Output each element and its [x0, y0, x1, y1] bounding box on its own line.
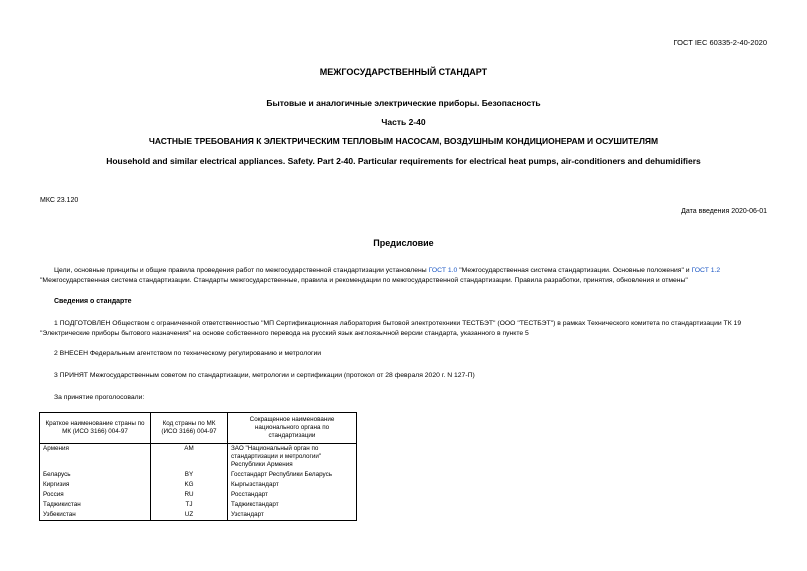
body-cell: Кыргызстандарт: [228, 480, 357, 490]
info-item-3: 3 ПРИНЯТ Межгосударственным советом по стандартизации, метрологии и сертификации (протокол от 28 февраля 2020 г. N 127-П): [54, 372, 475, 379]
country-cell: Узбекистан: [40, 510, 151, 521]
gost-1-0-link[interactable]: ГОСТ 1.0: [428, 267, 458, 274]
column-header-country: Краткое наименование страны по МК (ИСО 3166) 004-97: [40, 413, 151, 444]
body-cell: Росстандарт: [228, 490, 357, 500]
body-cell: Госстандарт Республики Беларусь: [228, 470, 357, 480]
country-cell: Беларусь: [40, 470, 151, 480]
info-item-1: 1 ПОДГОТОВЛЕН Обществом с ограниченной ответственностью "МП Сертификационная лаборатория бытовой электротехники ТЕСТБЭТ" (ООО "ТЕСТБЭТ") в рамках Технического комитета по стандартизации ТК 19 "Электрические приборы бытового назначения" на основе собственного перевода на русский язык англоязычной версии стандарта, указанного в пункте 5: [40, 320, 742, 337]
russian-subtitle: ЧАСТНЫЕ ТРЕБОВАНИЯ К ЭЛЕКТРИЧЕСКИМ ТЕПЛОВЫМ НАСОСАМ, ВОЗДУШНЫМ КОНДИЦИОНЕРАМ И ОСУШИТЕЛЯМ: [148, 136, 659, 146]
standard-info-heading: Сведения о стандарте: [54, 298, 132, 305]
code-cell: AM: [151, 444, 228, 471]
english-title: Household and similar electrical appliances. Safety. Part 2-40. Particular requirements for electrical heat pumps, air-conditioners and dehumidifiers: [106, 156, 701, 166]
voted-label: За принятие проголосовали:: [54, 394, 145, 401]
document-id: ГОСТ IEC 60335-2-40-2020: [673, 38, 767, 47]
preface-text-part-3: "Межгосударственная система стандартизации. Стандарты межгосударственные, правила и рекомендации по межгосударственной стандартизации. Правила разработки, принятия, обновления и отмены": [40, 277, 688, 284]
column-header-body: Сокращенное наименование национального органа по стандартизации: [228, 413, 357, 444]
preface-heading: Предисловие: [373, 238, 434, 248]
code-cell: UZ: [151, 510, 228, 521]
country-cell: Россия: [40, 490, 151, 500]
preface-paragraph: [40, 266, 770, 286]
preface-text-part-1: Цели, основные принципы и общие правила проведения работ по межгосударственной стандартизации установлены: [54, 267, 429, 274]
gost-1-2-link[interactable]: ГОСТ 1.2: [691, 267, 721, 274]
preface-text-part-2: "Межгосударственная система стандартизации. Основные положения" и: [457, 267, 692, 274]
table-row: [40, 510, 357, 521]
table-row: [40, 500, 357, 510]
body-cell: Узстандарт: [228, 510, 357, 521]
country-cell: Таджикистан: [40, 500, 151, 510]
country-cell: Киргизия: [40, 480, 151, 490]
table-header-row: [40, 413, 357, 444]
code-cell: RU: [151, 490, 228, 500]
voting-countries-table: [39, 412, 357, 521]
code-cell: KG: [151, 480, 228, 490]
introduction-date: Дата введения 2020-06-01: [681, 208, 767, 215]
part-number: Часть 2-40: [381, 117, 426, 127]
table-row: [40, 444, 357, 471]
standard-type-title: МЕЖГОСУДАРСТВЕННЫЙ СТАНДАРТ: [319, 67, 488, 77]
code-cell: BY: [151, 470, 228, 480]
code-cell: TJ: [151, 500, 228, 510]
body-cell: Таджикстандарт: [228, 500, 357, 510]
table-row: [40, 490, 357, 500]
info-item-2: 2 ВНЕСЕН Федеральным агентством по техническому регулированию и метрологии: [54, 350, 322, 357]
russian-title: Бытовые и аналогичные электрические приборы. Безопасность: [266, 98, 541, 108]
mks-code: МКС 23.120: [40, 197, 79, 204]
table-row: [40, 480, 357, 490]
body-cell: ЗАО "Национальный орган по стандартизации и метрологии" Республики Армения: [228, 444, 357, 471]
table-row: [40, 470, 357, 480]
column-header-code: Код страны по МК (ИСО 3166) 004-97: [151, 413, 228, 444]
country-cell: Армения: [40, 444, 151, 471]
